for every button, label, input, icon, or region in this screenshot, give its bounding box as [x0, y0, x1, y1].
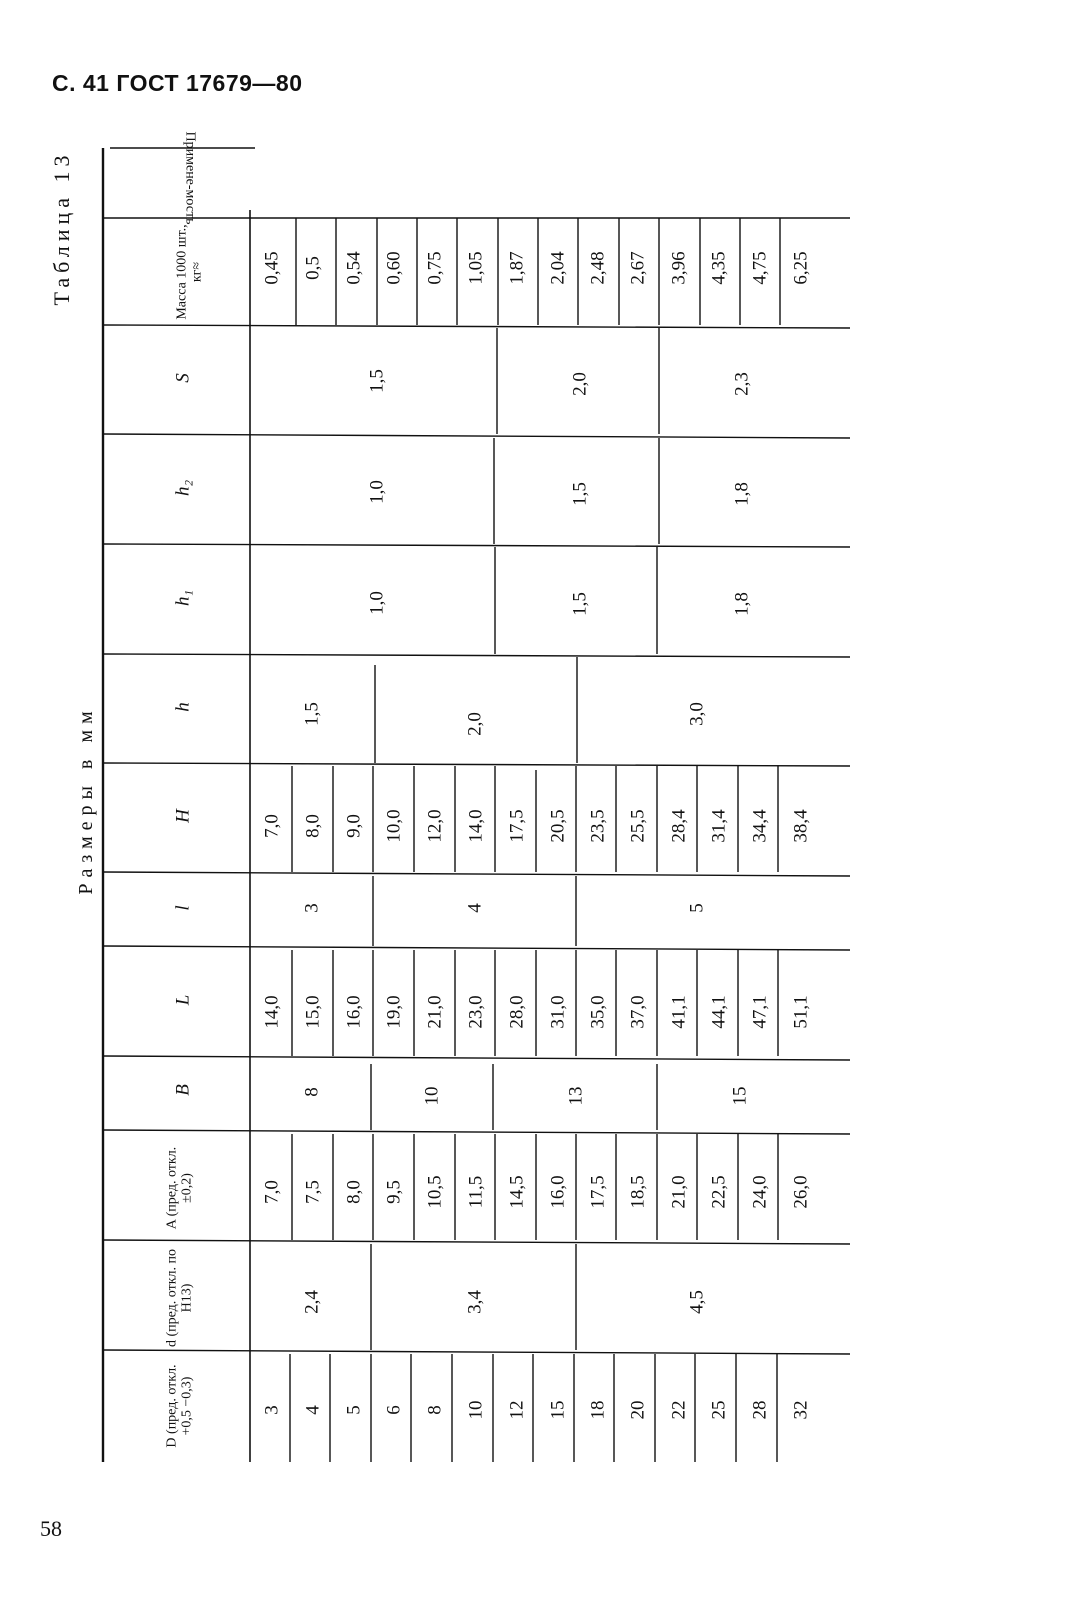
dimensions-label: Размеры в мм [75, 705, 97, 895]
cell-a-8: 16,0 [547, 1175, 569, 1209]
cell-d-9: 18 [587, 1400, 609, 1420]
cell-mass-7: 1,87 [506, 251, 528, 285]
cell-h-2: 2,0 [464, 712, 486, 736]
cell-mass-8: 2,04 [547, 251, 569, 285]
table-label: Таблица 13 [49, 150, 74, 306]
cell-a-9: 17,5 [587, 1175, 609, 1209]
page-number: 58 [40, 1516, 62, 1541]
cell-mass-9: 2,48 [587, 251, 609, 285]
header-h: h [172, 702, 194, 712]
cell-upper-h-9: 23,5 [587, 809, 609, 843]
cell-upper-h-1: 7,0 [261, 814, 283, 838]
cell-h2-2: 1,5 [569, 482, 591, 506]
cell-a-13: 24,0 [749, 1175, 771, 1209]
cell-a-7: 14,5 [506, 1175, 528, 1209]
cell-d-8: 15 [547, 1400, 569, 1420]
cell-d-6: 10 [465, 1400, 487, 1420]
header-upper-l: L [172, 994, 194, 1006]
cell-h2-3: 1,8 [731, 482, 753, 506]
header-s: S [172, 373, 194, 383]
cell-a-4: 9,5 [383, 1180, 405, 1204]
cell-a-14: 26,0 [790, 1175, 812, 1209]
cell-small-d-3: 4,5 [686, 1290, 708, 1314]
cell-a-3: 8,0 [343, 1180, 365, 1204]
cell-small-d-1: 2,4 [301, 1290, 323, 1314]
header-upper-h: H [172, 809, 194, 823]
cell-upper-l-9: 35,0 [587, 995, 609, 1029]
page-header: С. 41 ГОСТ 17679—80 [52, 70, 303, 96]
cell-a-2: 7,5 [302, 1180, 324, 1204]
cell-upper-l-3: 16,0 [343, 995, 365, 1029]
cell-upper-l-12: 44,1 [708, 995, 730, 1029]
cell-mass-11: 3,96 [668, 251, 690, 285]
cell-upper-h-3: 9,0 [343, 814, 365, 838]
cell-upper-h-4: 10,0 [383, 809, 405, 843]
header-h1: h₁ [172, 589, 194, 607]
header-a: A (пред. откл. ±0,2) [164, 1146, 195, 1230]
cell-upper-l-1: 14,0 [261, 995, 283, 1029]
cell-d-5: 8 [424, 1405, 446, 1415]
cell-upper-h-10: 25,5 [627, 809, 649, 843]
cell-b-3: 13 [565, 1086, 587, 1106]
cell-d-10: 20 [627, 1400, 649, 1420]
cell-upper-l-8: 31,0 [547, 995, 569, 1029]
cell-mass-3: 0,54 [343, 251, 365, 285]
cell-h-1: 1,5 [301, 702, 323, 726]
cell-d-1: 3 [261, 1405, 283, 1415]
cell-a-1: 7,0 [261, 1180, 283, 1204]
cell-upper-h-2: 8,0 [302, 814, 324, 838]
cell-upper-h-12: 31,4 [708, 809, 730, 843]
header-h2: h₂ [172, 479, 194, 497]
cell-b-1: 8 [301, 1087, 323, 1097]
cell-h1-1: 1,0 [366, 591, 388, 615]
cell-h2-1: 1,0 [366, 480, 388, 504]
cell-upper-l-10: 37,0 [627, 995, 649, 1029]
cell-upper-h-6: 14,0 [465, 809, 487, 843]
cell-mass-10: 2,67 [627, 251, 649, 285]
cell-h-3: 3,0 [686, 702, 708, 726]
cell-upper-h-5: 12,0 [424, 809, 446, 843]
cell-small-d-2: 3,4 [464, 1290, 486, 1314]
cell-s-1: 1,5 [366, 369, 388, 393]
cell-b-2: 10 [421, 1086, 443, 1106]
cell-upper-l-14: 51,1 [790, 995, 812, 1029]
cell-a-6: 11,5 [465, 1175, 487, 1209]
cell-a-12: 22,5 [708, 1175, 730, 1209]
cell-l-2: 4 [464, 903, 486, 913]
cell-a-5: 10,5 [424, 1175, 446, 1209]
cell-b-4: 15 [729, 1086, 751, 1106]
cell-upper-l-4: 19,0 [383, 995, 405, 1029]
cell-upper-h-14: 38,4 [790, 809, 812, 843]
cell-upper-l-11: 41,1 [668, 995, 690, 1029]
header-b: B [172, 1084, 194, 1096]
cell-a-11: 21,0 [668, 1175, 690, 1209]
cell-upper-h-13: 34,4 [749, 809, 771, 843]
cell-upper-l-13: 47,1 [749, 995, 771, 1029]
cell-d-11: 22 [668, 1400, 690, 1420]
cell-mass-12: 4,35 [708, 251, 730, 285]
cell-upper-h-8: 20,5 [547, 809, 569, 843]
header-mass: Масса 1000 шт., кг≈ [174, 224, 205, 320]
header-small-d: d (пред. откл. по H13) [164, 1248, 195, 1348]
cell-mass-6: 1,05 [465, 251, 487, 285]
cell-upper-h-7: 17,5 [506, 809, 528, 843]
cell-upper-l-6: 23,0 [465, 995, 487, 1029]
cell-mass-5: 0,75 [424, 251, 446, 285]
header-l: l [172, 905, 194, 911]
cell-d-12: 25 [708, 1400, 730, 1420]
cell-mass-2: 0,5 [302, 256, 324, 280]
cell-l-3: 5 [686, 903, 708, 913]
cell-d-3: 5 [343, 1405, 365, 1415]
cell-mass-4: 0,60 [383, 251, 405, 285]
header-d: D (пред. откл. +0,5 −0,3) [164, 1364, 195, 1448]
cell-upper-l-5: 21,0 [424, 995, 446, 1029]
cell-upper-l-2: 15,0 [302, 995, 324, 1029]
cell-upper-l-7: 28,0 [506, 995, 528, 1029]
cell-l-1: 3 [301, 903, 323, 913]
header-usage: Примене-мость [182, 131, 198, 225]
cell-mass-13: 4,75 [749, 251, 771, 285]
cell-a-10: 18,5 [627, 1175, 649, 1209]
cell-d-2: 4 [302, 1405, 324, 1415]
cell-mass-14: 6,25 [790, 251, 812, 285]
cell-d-4: 6 [383, 1405, 405, 1415]
cell-mass-1: 0,45 [261, 251, 283, 285]
cell-h1-2: 1,5 [569, 592, 591, 616]
cell-d-14: 32 [790, 1400, 812, 1420]
cell-d-13: 28 [749, 1400, 771, 1420]
cell-upper-h-11: 28,4 [668, 809, 690, 843]
cell-d-7: 12 [506, 1400, 528, 1420]
cell-h1-3: 1,8 [731, 592, 753, 616]
cell-s-2: 2,0 [569, 372, 591, 396]
cell-s-3: 2,3 [731, 372, 753, 396]
